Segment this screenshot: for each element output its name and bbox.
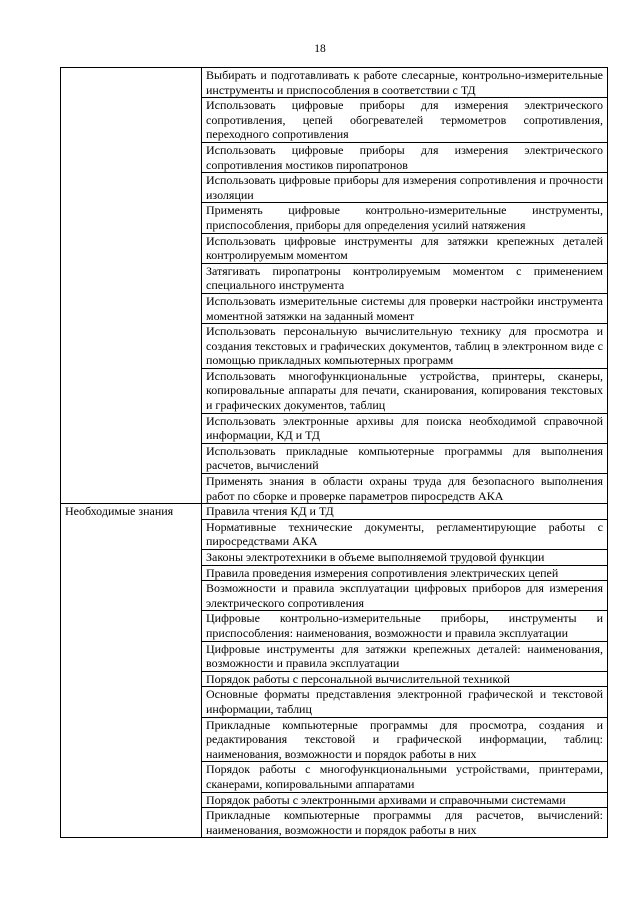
knowledge-item: Цифровые инструменты для затяжки крепежных деталей: наименования, возможности и правила эксплуатации xyxy=(202,641,608,671)
knowledge-item: Порядок работы с персональной вычислительной техникой xyxy=(202,671,608,687)
skills-item: Использовать цифровые приборы для измерения электрического сопротивления мостиков пиропатронов xyxy=(202,142,608,172)
skills-item: Использовать цифровые приборы для измерения сопротивления и прочности изоляции xyxy=(202,173,608,203)
knowledge-category-cell: Необходимые знания xyxy=(61,504,202,838)
skills-category-cell xyxy=(61,68,202,504)
knowledge-item: Порядок работы с электронными архивами и справочными системами xyxy=(202,792,608,808)
skills-item: Использовать измерительные системы для проверки настройки инструмента моментной затяжки на заданный момент xyxy=(202,293,608,323)
knowledge-item: Правила чтения КД и ТД xyxy=(202,504,608,520)
skills-item: Использовать многофункциональные устройства, принтеры, сканеры, копировальные аппараты для печати, сканирования, копирования текстовых и графических документов, таблиц xyxy=(202,368,608,413)
skills-item: Использовать прикладные компьютерные программы для выполнения расчетов, вычислений xyxy=(202,443,608,473)
knowledge-item: Возможности и правила эксплуатации цифровых приборов для измерения электрического сопротивления xyxy=(202,581,608,611)
knowledge-item: Основные форматы представления электронной графической и текстовой информации, таблиц xyxy=(202,687,608,717)
table-row xyxy=(61,504,608,520)
requirements-table xyxy=(60,67,608,838)
knowledge-item: Цифровые контрольно-измерительные приборы, инструменты и приспособления: наименования, возможности и правила эксплуатации xyxy=(202,611,608,641)
knowledge-item: Прикладные компьютерные программы для просмотра, создания и редактирования текстовой и графической информации, таблиц: наименования, возможности и порядок работы в них xyxy=(202,717,608,762)
table-row xyxy=(61,68,608,98)
skills-item: Использовать цифровые инструменты для затяжки крепежных деталей контролируемым моментом xyxy=(202,233,608,263)
requirements-table-body xyxy=(61,68,608,838)
knowledge-item: Правила проведения измерения сопротивления электрических цепей xyxy=(202,565,608,581)
skills-item: Затягивать пиропатроны контролируемым моментом с применением специального инструмента xyxy=(202,263,608,293)
skills-item: Выбирать и подготавливать к работе слесарные, контрольно-измерительные инструменты и приспособления в соответствии с ТД xyxy=(202,68,608,98)
skills-item: Использовать электронные архивы для поиска необходимой справочной информации, КД и ТД xyxy=(202,413,608,443)
page-number: 18 xyxy=(314,43,326,55)
skills-item: Использовать персональную вычислительную технику для просмотра и создания текстовых и графических документов, таблиц в электронном виде с помощью прикладных компьютерных программ xyxy=(202,324,608,369)
knowledge-item: Прикладные компьютерные программы для расчетов, вычислений: наименования, возможности и порядок работы в них xyxy=(202,808,608,838)
skills-item: Использовать цифровые приборы для измерения электрического сопротивления, цепей обогревателей термометров сопротивления, переходного сопротивления xyxy=(202,98,608,143)
knowledge-item: Нормативные технические документы, регламентирующие работы с пиросредствами АКА xyxy=(202,519,608,549)
knowledge-item: Законы электротехники в объеме выполняемой трудовой функции xyxy=(202,550,608,566)
skills-item: Применять знания в области охраны труда для безопасного выполнения работ по сборке и проверке параметров пиросредств АКА xyxy=(202,474,608,504)
knowledge-item: Порядок работы с многофункциональными устройствами, принтерами, сканерами, копировальными аппаратами xyxy=(202,762,608,792)
skills-item: Применять цифровые контрольно-измерительные инструменты, приспособления, приборы для определения усилий натяжения xyxy=(202,203,608,233)
